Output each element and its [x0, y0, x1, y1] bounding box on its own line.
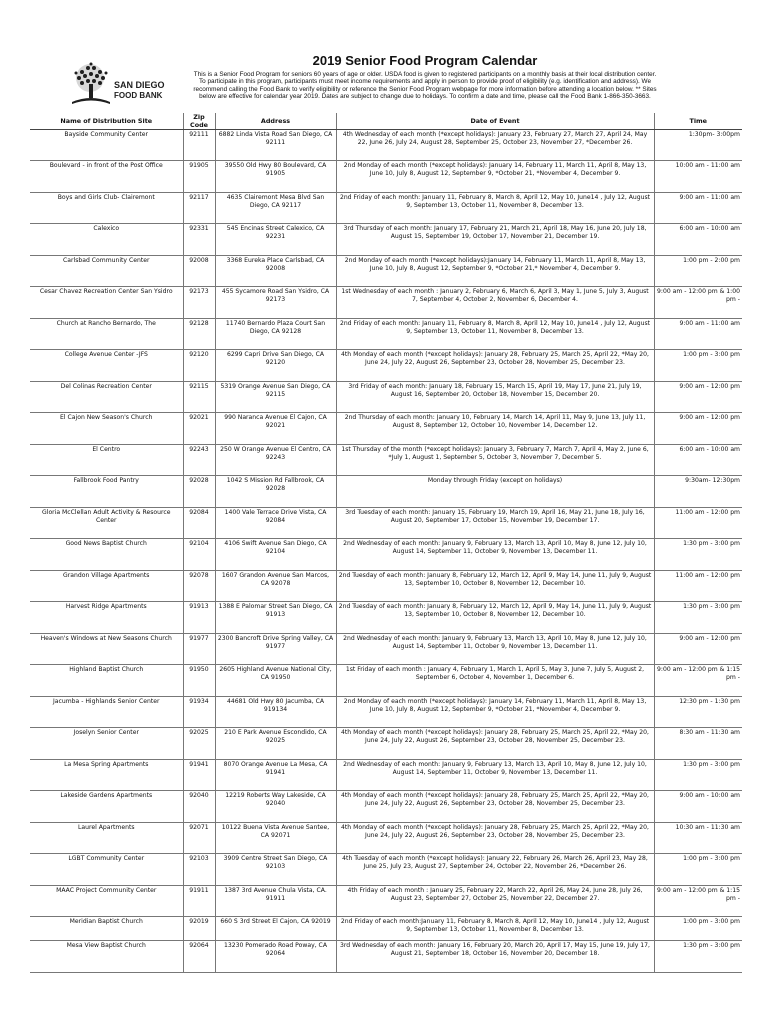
site-name: Boulevard - in front of the Post Office: [30, 161, 183, 193]
table-row: [30, 508, 742, 539]
table-row: [30, 665, 742, 697]
table-row: [30, 791, 742, 823]
event-time: 9:00 am - 12:00 pm: [654, 413, 742, 445]
event-time: 6:00 am - 10:00 am: [654, 445, 742, 476]
zip-code: 92064: [183, 941, 215, 973]
site-name: Carlsbad Community Center: [30, 256, 183, 287]
site-address: 6882 Linda Vista Road San Diego, CA 92111: [215, 130, 336, 161]
event-dates: 4th Tuesday of each month (*except holidays): January 22, February 26, March 26, April 23, May 28, June 25, July 23, August 27, September 24, October 22, November 26, *December 26.: [336, 854, 654, 886]
zip-code: 91911: [183, 886, 215, 917]
event-dates: 2nd Monday of each month (*except holidays): January 14, February 11, March 11, April 8, May 13, June 10, July 8, August 12, September 9, *October 21, *November 4, December 9.: [336, 161, 654, 193]
event-time: 9:00 am - 10:00 am: [654, 791, 742, 823]
table-row: [30, 413, 742, 445]
table-row: [30, 854, 742, 886]
table-row: [30, 445, 742, 476]
event-dates: 2nd Monday of each month (*except holidays): January 14, February 11, March 11, April 8, May 13, June 10, July 8, August 12, September 9, *October 21, *November 4, December 9.: [336, 697, 654, 728]
event-dates: Monday through Friday (except on holidays): [336, 476, 654, 508]
event-time: 8:30 am - 11:30 am: [654, 728, 742, 760]
site-name: La Mesa Spring Apartments: [30, 760, 183, 791]
event-time: 9:00 am - 12:00 pm & 1:15 pm -: [654, 665, 742, 697]
site-name: Lakeside Gardens Apartments: [30, 791, 183, 823]
site-name: Good News Baptist Church: [30, 539, 183, 571]
event-time: 1:00 pm - 3:00 pm: [654, 350, 742, 382]
site-address: 1388 E Palomar Street San Diego, CA 91913: [215, 602, 336, 634]
column-header-date: Date of Event: [336, 113, 654, 130]
event-dates: 3rd Wednesday of each month: January 16, February 20, March 20, April 17, May 15, June 19, July 17, August 21, September 18, October 16, November 20, December 18.: [336, 941, 654, 973]
table-row: [30, 760, 742, 791]
event-dates: 2nd Friday of each month:January 11, February 8, March 8, April 12, May 10, June14 , July 12, August 9, September 13, October 11, November 8, December 13.: [336, 917, 654, 941]
event-dates: 4th Monday of each month (*except holidays): January 28, February 25, March 25, April 22, *May 20, June 24, July 22, August 26, September 23, October 28, November 25, December 23.: [336, 350, 654, 382]
site-name: Del Colinas Recreation Center: [30, 382, 183, 413]
table-row: [30, 287, 742, 319]
table-row: [30, 350, 742, 382]
event-time: 9:00 am - 12:00 pm & 1:00 pm -: [654, 287, 742, 319]
zip-code: 92120: [183, 350, 215, 382]
column-header-site: Name of Distribution Site: [30, 113, 183, 130]
site-address: 660 S 3rd Street El Cajon, CA 92019: [215, 917, 336, 941]
site-name: College Avenue Center -JFS: [30, 350, 183, 382]
schedule-table: [30, 113, 742, 973]
event-dates: 2nd Wednesday of each month: January 9, February 13, March 13, April 10, May 8, June 12, July 10, August 14, September 11, October 9, November 13, December 11.: [336, 539, 654, 571]
zip-code: 92040: [183, 791, 215, 823]
table-row: [30, 224, 742, 256]
site-address: 210 E Park Avenue Escondido, CA 92025: [215, 728, 336, 760]
site-name: LGBT Community Center: [30, 854, 183, 886]
table-row: [30, 886, 742, 917]
event-time: 9:00 am - 12:00 pm: [654, 382, 742, 413]
logo-line-2: FOOD BANK: [114, 91, 163, 100]
site-name: Meridian Baptist Church: [30, 917, 183, 941]
site-address: 10122 Buena Vista Avenue Santee, CA 92071: [215, 823, 336, 854]
site-name: Gloria McClellan Adult Activity & Resource Center: [30, 508, 183, 539]
event-dates: 2nd Monday of each month (*except holidays):January 14, February 11, March 11, April 8, May 13, June 10, July 8, August 12, September 9, *October 21,* November 4, December 9.: [336, 256, 654, 287]
event-dates: 4th Wednesday of each month (*except holidays): January 23, February 27, March 27, April 24, May 22, June 26, July 24, August 28, September 25, October 23, November 27, *December 26.: [336, 130, 654, 161]
zip-code: 92019: [183, 917, 215, 941]
column-header-time: Time: [654, 113, 742, 130]
table-row: [30, 382, 742, 413]
event-time: 1:30 pm - 3:00 pm: [654, 539, 742, 571]
event-dates: 4th Monday of each month (*except holidays): January 28, February 25, March 25, April 22, *May 20, June 24, July 22, August 26, September 23, October 28, November 25, December 23.: [336, 791, 654, 823]
table-row: [30, 634, 742, 665]
site-name: Highland Baptist Church: [30, 665, 183, 697]
site-address: 545 Encinas Street Calexico, CA 92231: [215, 224, 336, 256]
event-dates: 1st Thursday of the month (*except holidays): January 3, February 7, March 7, April 4, May 2, June 6, *July 1, August 1, September 5, October 3, November 7, December 5.: [336, 445, 654, 476]
site-address: 1607 Grandon Avenue San Marcos, CA 92078: [215, 571, 336, 602]
table-header-row: [30, 113, 742, 130]
table-row: [30, 319, 742, 350]
site-address: 4106 Swift Avenue San Diego, CA 92104: [215, 539, 336, 571]
zip-code: 92084: [183, 508, 215, 539]
site-name: Joselyn Senior Center: [30, 728, 183, 760]
zip-code: 92025: [183, 728, 215, 760]
site-address: 6299 Capri Drive San Diego, CA 92120: [215, 350, 336, 382]
table-row: [30, 941, 742, 973]
site-address: 39550 Old Hwy 80 Boulevard, CA 91905: [215, 161, 336, 193]
zip-code: 92331: [183, 224, 215, 256]
zip-code: 92028: [183, 476, 215, 508]
event-time: 1:30 pm - 3:00 pm: [654, 760, 742, 791]
table-row: [30, 130, 742, 161]
event-dates: 2nd Tuesday of each month: January 8, February 12, March 12, April 9, May 14, June 11, July 9, August 13, September 10, October 8, November 12, December 10.: [336, 602, 654, 634]
site-name: Mesa View Baptist Church: [30, 941, 183, 973]
zip-code: 92111: [183, 130, 215, 161]
table-row: [30, 256, 742, 287]
zip-code: 91977: [183, 634, 215, 665]
event-time: 12:30 pm - 1:30 pm: [654, 697, 742, 728]
zip-code: 91913: [183, 602, 215, 634]
zip-code: 92115: [183, 382, 215, 413]
table-row: [30, 602, 742, 634]
event-dates: 4th Monday of each month (*except holidays): January 28, February 25, March 25, April 22, *May 20, June 24, July 22, August 26, September 23, October 28, November 25, December 23.: [336, 728, 654, 760]
table-row: [30, 476, 742, 508]
table-row: [30, 917, 742, 941]
site-name: MAAC Project Community Center: [30, 886, 183, 917]
site-address: 455 Sycamore Road San Ysidro, CA 92173: [215, 287, 336, 319]
site-address: 1400 Vale Terrace Drive Vista, CA 92084: [215, 508, 336, 539]
site-name: Grandon Village Apartments: [30, 571, 183, 602]
event-time: 1:30 pm - 3:00 pm: [654, 602, 742, 634]
site-address: 2300 Bancroft Drive Spring Valley, CA 91977: [215, 634, 336, 665]
event-time: 1:00 pm - 2:00 pm: [654, 256, 742, 287]
zip-code: 91950: [183, 665, 215, 697]
site-address: 250 W Orange Avenue El Centro, CA 92243: [215, 445, 336, 476]
event-time: 11:00 am - 12:00 pm: [654, 571, 742, 602]
event-dates: 2nd Thursday of each month: January 10, February 14, March 14, April 11, May 9, June 13, July 11, August 8, September 12, October 10, November 14, December 12.: [336, 413, 654, 445]
site-name: El Cajon New Season's Church: [30, 413, 183, 445]
site-address: 2605 Highland Avenue National City, CA 91950: [215, 665, 336, 697]
site-name: Fallbrook Food Pantry: [30, 476, 183, 508]
event-dates: 1st Wednesday of each month : January 2, February 6, March 6, April 3, May 1, June 5, July 3, August 7, September 4, October 2, November 6, December 4.: [336, 287, 654, 319]
event-dates: 4th Monday of each month (*except holidays): January 28, February 25, March 25, April 22, *May 20, June 24, July 22, August 26, September 23, October 28, November 25, December 23.: [336, 823, 654, 854]
table-row: [30, 571, 742, 602]
event-dates: 1st Friday of each month : January 4, February 1, March 1, April 5, May 3, June 7, July 5, August 2, September 6, October 4, November 1, December 6.: [336, 665, 654, 697]
zip-code: 92071: [183, 823, 215, 854]
event-time: 10:30 am - 11:30 am: [654, 823, 742, 854]
site-name: Harvest Ridge Apartments: [30, 602, 183, 634]
site-name: Boys and Girls Club- Clairemont: [30, 193, 183, 224]
site-address: 13230 Pomerado Road Poway, CA 92064: [215, 941, 336, 973]
table-row: [30, 697, 742, 728]
logo-line-1: SAN DIEGO: [114, 80, 165, 90]
zip-code: 91934: [183, 697, 215, 728]
event-dates: 3rd Thursday of each month: January 17, February 21, March 21, April 18, May 16, June 20, July 18, August 15, September 19, October 17, November 21, December 19.: [336, 224, 654, 256]
zip-code: 92128: [183, 319, 215, 350]
event-dates: 4th Friday of each month : January 25, February 22, March 22, April 26, May 24, June 28, July 26, August 23, September 27, October 25, November 22, December 27.: [336, 886, 654, 917]
event-dates: 3rd Tuesday of each month: January 15, February 19, March 19, April 16, May 21, June 18, July 16, August 20, September 17, October 15, November 19, December 17.: [336, 508, 654, 539]
event-time: 10:00 am - 11:00 am: [654, 161, 742, 193]
site-address: 12219 Roberts Way Lakeside, CA 92040: [215, 791, 336, 823]
event-time: 9:00 am - 12:00 pm & 1:15 pm -: [654, 886, 742, 917]
zip-code: 92103: [183, 854, 215, 886]
site-address: 990 Naranca Avenue El Cajon, CA 92021: [215, 413, 336, 445]
site-name: Church at Rancho Bernardo, The: [30, 319, 183, 350]
site-address: 44681 Old Hwy 80 Jacumba, CA 919134: [215, 697, 336, 728]
column-header-address: Address: [215, 113, 336, 130]
zip-code: 92173: [183, 287, 215, 319]
event-time: 1:30 pm - 3:00 pm: [654, 941, 742, 973]
site-name: Laurel Apartments: [30, 823, 183, 854]
event-time: 9:30am- 12:30pm: [654, 476, 742, 508]
intro-paragraph: This is a Senior Food Program for seniors 60 years of age or older. USDA food is given to registered participants on a monthly basis at their local distribution center. To participate in this program, participants must meet income requirements and apply in person to provide proof of eligibility (e.g. identification and address). We recommend calling the Food Bank to verify eligibility or reference the Senior Food Program webpage for more information before attending a location below. ** Sites below are effective for calendar year 2019. Dates are subject to change due to holidays. To confirm a date and time, please call the Food Bank 1-866-350-3663.: [193, 71, 657, 101]
zip-code: 91905: [183, 161, 215, 193]
table-row: [30, 728, 742, 760]
site-name: El Centro: [30, 445, 183, 476]
zip-code: 92243: [183, 445, 215, 476]
event-time: 1:30pm- 3:00pm: [654, 130, 742, 161]
zip-code: 92078: [183, 571, 215, 602]
zip-code: 92117: [183, 193, 215, 224]
event-dates: 2nd Friday of each month: January 11, February 8, March 8, April 12, May 10, June14 , July 12, August 9, September 13, October 11, November 8, December 13.: [336, 193, 654, 224]
site-address: 8070 Orange Avenue La Mesa, CA 91941: [215, 760, 336, 791]
event-dates: 3rd Friday of each month: January 18, February 15, March 15, April 19, May 17, June 21, July 19, August 16, September 20, October 18, November 15, December 20.: [336, 382, 654, 413]
site-address: 11740 Bernardo Plaza Court San Diego, CA 92128: [215, 319, 336, 350]
page-title: 2019 Senior Food Program Calendar: [312, 53, 538, 68]
zip-code: 92008: [183, 256, 215, 287]
zip-code: 91941: [183, 760, 215, 791]
table-row: [30, 823, 742, 854]
site-name: Calexico: [30, 224, 183, 256]
site-name: Heaven's Windows at New Seasons Church: [30, 634, 183, 665]
event-time: 9:00 am - 11:00 am: [654, 319, 742, 350]
site-address: 3909 Centre Street San Diego, CA 92103: [215, 854, 336, 886]
event-time: 6:00 am - 10:00 am: [654, 224, 742, 256]
site-address: 1387 3rd Avenue Chula Vista, CA. 91911: [215, 886, 336, 917]
site-name: Jacumba - Highlands Senior Center: [30, 697, 183, 728]
table-row: [30, 161, 742, 193]
event-time: 1:00 pm - 3:00 pm: [654, 854, 742, 886]
site-address: 5319 Orange Avenue San Diego, CA 92115: [215, 382, 336, 413]
table-row: [30, 539, 742, 571]
column-header-zip: Zip Code: [183, 113, 215, 130]
event-time: 9:00 am - 12:00 pm: [654, 634, 742, 665]
site-address: 1042 S Mission Rd Fallbrook, CA 92028: [215, 476, 336, 508]
event-dates: 2nd Tuesday of each month: January 8, February 12, March 12, April 9, May 14, June 11, July 9, August 13, September 10, October 8, November 12, December 10.: [336, 571, 654, 602]
site-name: Bayside Community Center: [30, 130, 183, 161]
event-time: 11:00 am - 12:00 pm: [654, 508, 742, 539]
zip-code: 92021: [183, 413, 215, 445]
event-dates: 2nd Wednesday of each month: January 9, February 13, March 13, April 10, May 8, June 12, July 10, August 14, September 11, October 9, November 13, December 11.: [336, 760, 654, 791]
zip-code: 92104: [183, 539, 215, 571]
event-dates: 2nd Friday of each month: January 11, February 8, March 8, April 12, May 10, June14 , July 12, August 9, September 13, October 11, November 8, December 13.: [336, 319, 654, 350]
site-name: Cesar Chavez Recreation Center San Ysidro: [30, 287, 183, 319]
site-address: 3368 Eureka Place Carlsbad, CA 92008: [215, 256, 336, 287]
site-address: 4635 Clairemont Mesa Blvd San Diego, CA 92117: [215, 193, 336, 224]
event-dates: 2nd Wednesday of each month: January 9, February 13, March 13, April 10, May 8, June 12, July 10, August 14, September 11, October 9, November 13, December 11.: [336, 634, 654, 665]
event-time: 9:00 am - 11:00 am: [654, 193, 742, 224]
table-row: [30, 193, 742, 224]
event-time: 1:00 pm - 3:00 pm: [654, 917, 742, 941]
